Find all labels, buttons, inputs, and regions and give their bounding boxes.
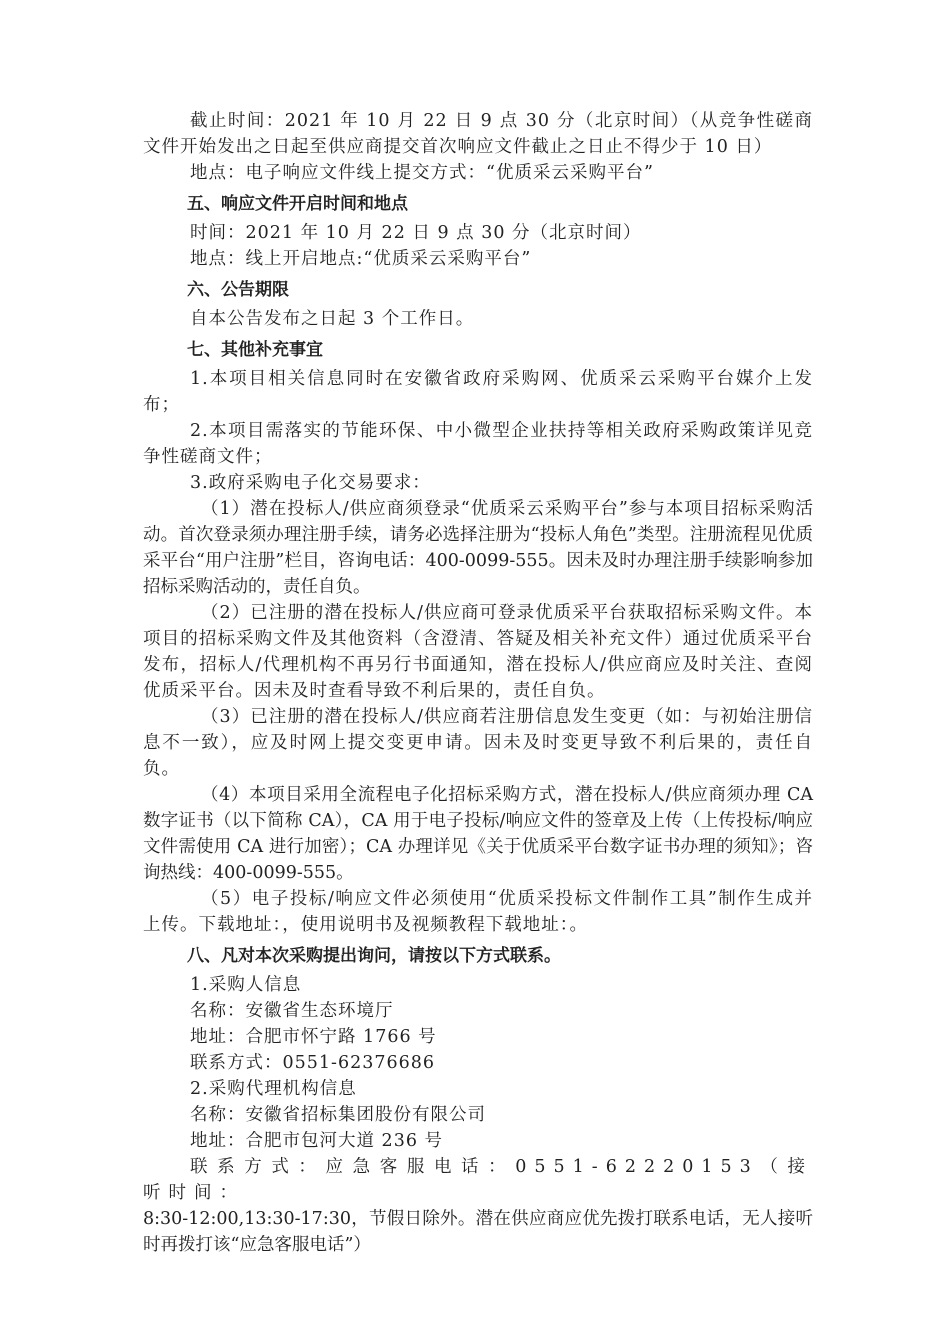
notice-period: 自本公告发布之日起 3 个工作日。 [190,309,475,329]
requirement-3: （3）已注册的潜在投标人/供应商若注册信息发生变更（如：与初始注册信息不一致），应及时网上提交变更申请。因未及时变更导致不利后果的，责任自负。 [143,707,813,779]
supplement-item-3: 3.政府采购电子化交易要求： [190,473,431,493]
deadline-text: 截止时间：2021 年 10 月 22 日 9 点 30 分（北京时间）（从竞争性磋商文件开始发出之日起至供应商提交首次响应文件截止之日止不得少于 10 日） [143,111,813,157]
agency-info-title: 2.采购代理机构信息 [190,1079,357,1099]
buyer-name: 名称：安徽省生态环境厅 [190,1001,394,1021]
section-8-heading: 八、凡对本次采购提出询问，请按以下方式联系。 [187,946,561,966]
agency-name: 名称：安徽省招标集团股份有限公司 [190,1105,486,1125]
requirement-2: （2）已注册的潜在投标人/供应商可登录优质采平台获取招标采购文件。本项目的招标采购文件及其他资料（含澄清、答疑及相关补充文件）通过优质采平台发布，招标人/代理机构不再另行书面通知，潜在投标人/供应商应及时关注、查阅优质采平台。因未及时查看导致不利后果的，责任自负。 [143,603,813,701]
agency-contact-label: 联系方式：应急客服电话：0551-62220153（接听时间： [143,1157,813,1203]
requirement-1: （1）潜在投标人/供应商须登录“优质采云采购平台”参与本项目招标采购活动。首次登录须办理注册手续，请务必选择注册为“投标人角色”类型。注册流程见优质采平台“用户注册”栏目，咨询电话：400-0099-555。因未及时办理注册手续影响参加招标采购活动的，责任自负。 [143,499,813,597]
requirement-4: （4）本项目采用全流程电子化招标采购方式，潜在投标人/供应商须办理 CA 数字证书（以下简称 CA），CA 用于电子投标/响应文件的签章及上传（上传投标/响应文件需使用 CA 进行加密）；CA 办理详见《关于优质采平台数字证书办理的须知》；咨询热线：400-0099-555。 [143,785,813,883]
buyer-address: 地址：合肥市怀宁路 1766 号 [190,1027,437,1047]
agency-contact-detail: 8:30-12:00,13:30-17:30，节假日除外。潜在供应商应优先拨打联系电话，无人接听时再拨打该“应急客服电话”） [143,1209,813,1255]
section-5-heading: 五、响应文件开启时间和地点 [187,194,408,214]
supplement-item-1: 1.本项目相关信息同时在安徽省政府采购网、优质采云采购平台媒介上发布； [143,369,813,415]
submission-location: 地点：电子响应文件线上提交方式：“优质采云采购平台” [190,163,654,183]
buyer-info-title: 1.采购人信息 [190,975,302,995]
requirement-5: （5）电子投标/响应文件必须使用“优质采投标文件制作工具”制作生成并上传。下载地址：，使用说明书及视频教程下载地址：。 [143,889,813,935]
buyer-contact: 联系方式：0551-62376686 [190,1053,436,1073]
supplement-item-2: 2.本项目需落实的节能环保、中小微型企业扶持等相关政府采购政策详见竞争性磋商文件； [143,421,813,467]
section-6-heading: 六、公告期限 [187,280,289,300]
section-7-heading: 七、其他补充事宜 [187,340,323,360]
agency-address: 地址：合肥市包河大道 236 号 [190,1131,444,1151]
opening-location: 地点：线上开启地点:“优质采云采购平台” [190,249,532,269]
document-page [143,108,813,1258]
opening-time: 时间：2021 年 10 月 22 日 9 点 30 分（北京时间） [190,223,642,243]
